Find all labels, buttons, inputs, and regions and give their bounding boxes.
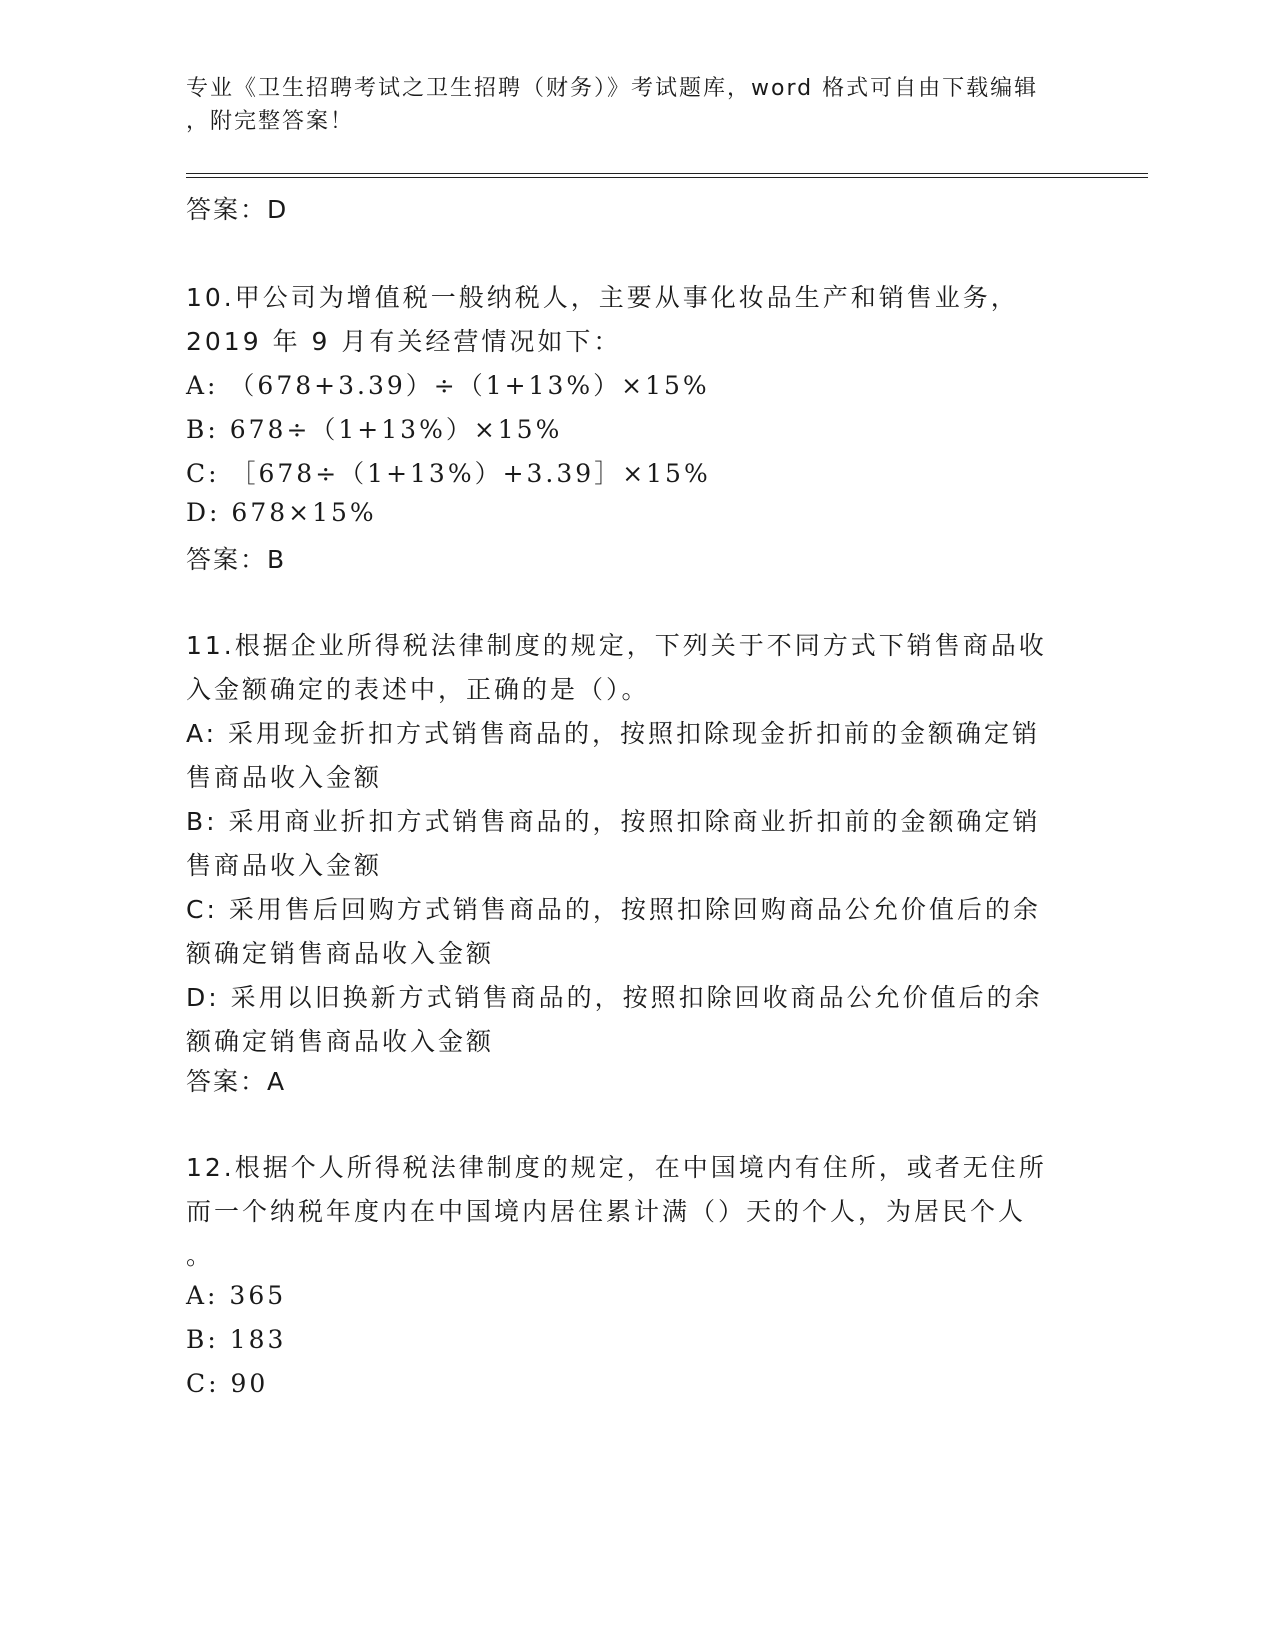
q11-option-d-line-2: 额确定销售商品收入金额 (186, 1027, 495, 1056)
q12-option-a: A: 365 (186, 1281, 287, 1310)
q11-option-c-line-1: C: 采用售后回购方式销售商品的，按照扣除回购商品公允价值后的余 (186, 895, 1041, 924)
header-divider-bottom (186, 177, 1148, 178)
answer-previous: 答案：D (186, 195, 289, 224)
q10-option-c: C: ［678÷（1+13%）+3.39］×15% (186, 459, 711, 488)
q11-option-b-line-2: 售商品收入金额 (186, 851, 383, 880)
q10-option-b: B: 678÷（1+13%）×15% (186, 415, 563, 444)
q10-answer: 答案：B (186, 545, 287, 574)
q11-option-c-line-2: 额确定销售商品收入金额 (186, 939, 495, 968)
q11-option-a-line-2: 售商品收入金额 (186, 763, 383, 792)
document-header (186, 72, 1086, 138)
q12-stem-line-1: 12.根据个人所得税法律制度的规定，在中国境内有住所，或者无住所 (186, 1153, 1047, 1182)
q10-stem-line-1: 10.甲公司为增值税一般纳税人，主要从事化妆品生产和销售业务， (186, 283, 1019, 312)
header-line-2: ，附完整答案！ (186, 109, 355, 134)
q10-option-d: D: 678×15% (186, 498, 377, 527)
q12-stem-line-3: 。 (186, 1241, 215, 1270)
header-line-1: 专业《卫生招聘考试之卫生招聘（财务）》考试题库，word 格式可自由下载编辑 (186, 76, 1039, 101)
q12-option-b: B: 183 (186, 1325, 287, 1354)
q11-option-d-line-1: D: 采用以旧换新方式销售商品的，按照扣除回收商品公允价值后的余 (186, 983, 1043, 1012)
header-divider-top (186, 173, 1148, 174)
q12-stem-line-2: 而一个纳税年度内在中国境内居住累计满（）天的个人，为居民个人 (186, 1197, 1027, 1226)
q10-stem-line-2: 2019 年 9 月有关经营情况如下： (186, 327, 622, 356)
q11-option-a-line-1: A: 采用现金折扣方式销售商品的，按照扣除现金折扣前的金额确定销 (186, 719, 1041, 748)
q11-stem-line-2: 入金额确定的表述中，正确的是（）。 (186, 675, 650, 704)
q11-option-b-line-1: B: 采用商业折扣方式销售商品的，按照扣除商业折扣前的金额确定销 (186, 807, 1041, 836)
q11-stem-line-1: 11.根据企业所得税法律制度的规定，下列关于不同方式下销售商品收 (186, 631, 1047, 660)
q11-answer: 答案：A (186, 1067, 287, 1096)
q10-option-a: A: （678+3.39）÷（1+13%）×15% (186, 371, 710, 400)
q12-option-c: C: 90 (186, 1369, 269, 1398)
